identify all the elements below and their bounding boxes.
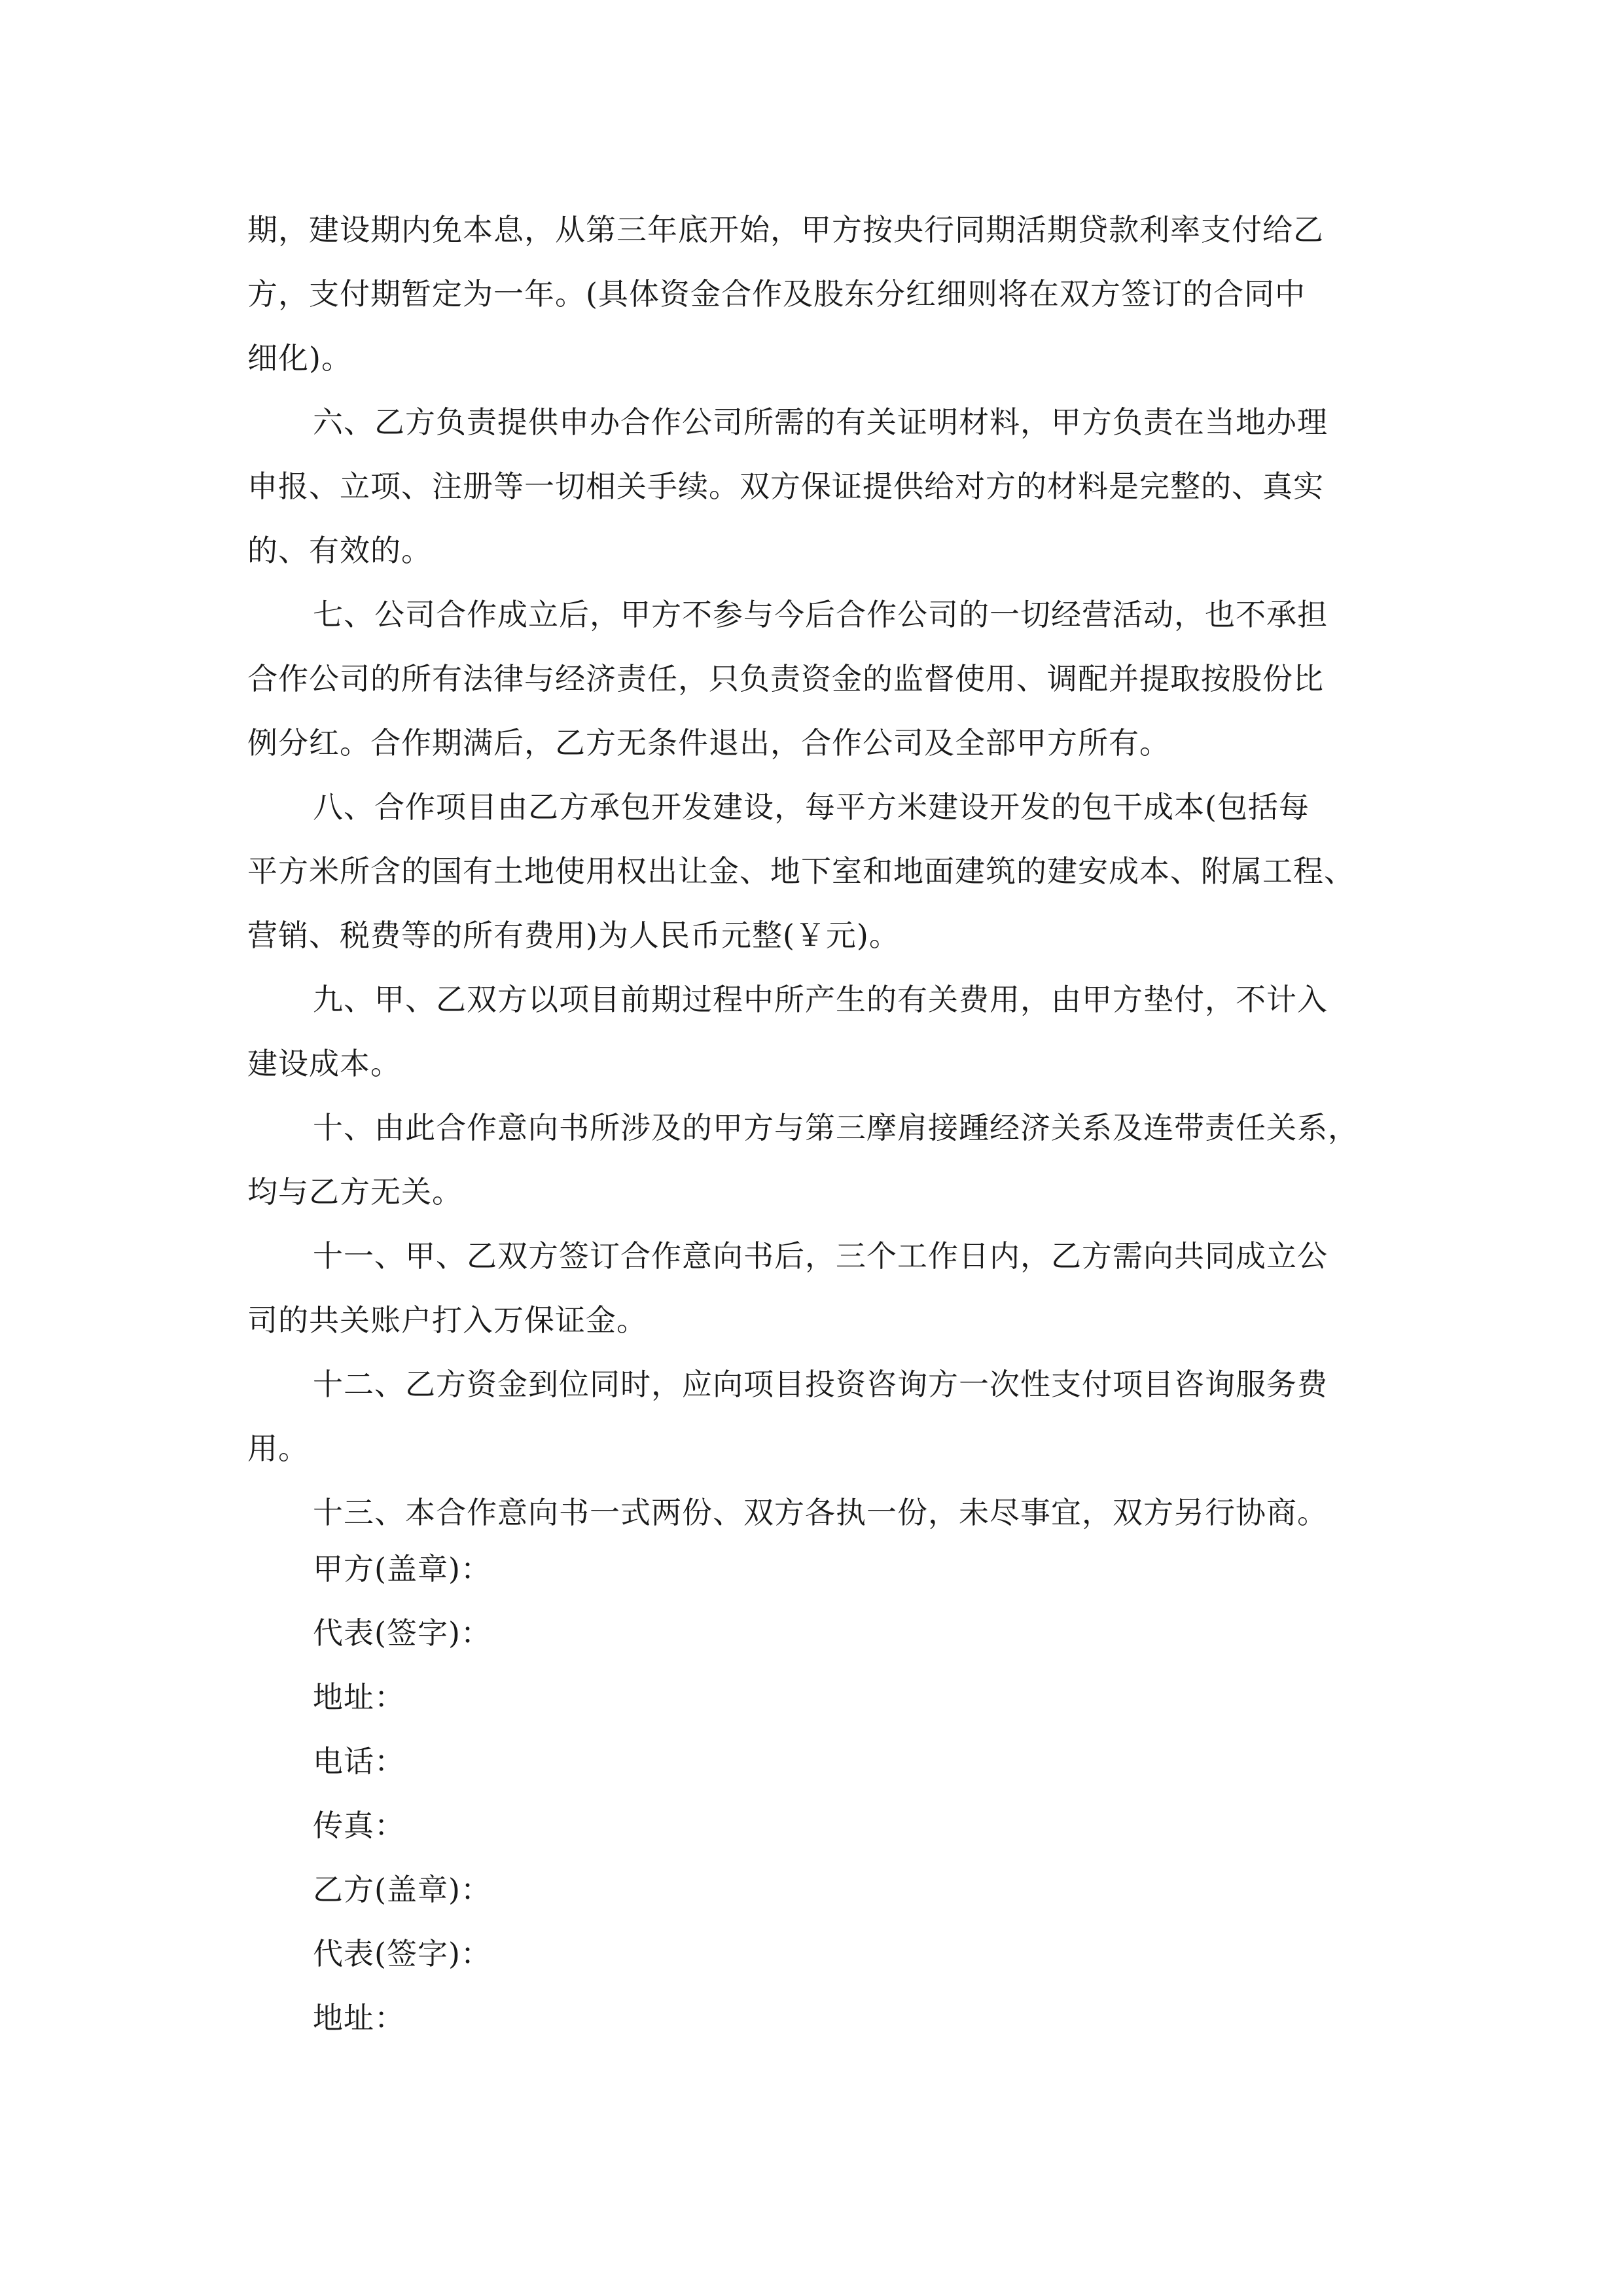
clause-9-line: 九、甲、乙双方以项目前期过程中所产生的有关费用，由甲方垫付，不计入: [313, 982, 1328, 1017]
clause-11-line: 十一、甲、乙双方签订合作意向书后，三个工作日内，乙方需向共同成立公: [313, 1238, 1328, 1274]
clause-6-line: 六、乙方负责提供申办合作公司所需的有关证明材料，甲方负责在当地办理: [313, 404, 1328, 440]
clause-7-line: 合作公司的所有法律与经济责任，只负责资金的监督使用、调配并提取按股份比: [247, 661, 1324, 696]
clause-7-line: 七、公司合作成立后，甲方不参与今后合作公司的一切经营活动，也不承担: [313, 597, 1328, 632]
text-line: 细化)。: [247, 340, 352, 376]
signature-block: [313, 1537, 1098, 2050]
clause-13-line: 十三、本合作意向书一式两份、双方各执一份，未尽事宜，双方另行协商。: [313, 1495, 1328, 1530]
text-line: 期，建设期内免本息，从第三年底开始，甲方按央行同期活期贷款利率支付给乙: [247, 212, 1324, 247]
party-a-address-label: 地址：: [313, 1679, 405, 1715]
clause-11-line: 司的共关账户打入万保证金。: [247, 1302, 647, 1338]
clause-10-line: 十、由此合作意向书所涉及的甲方与第三摩肩接踵经济关系及连带责任关系，: [313, 1110, 1359, 1145]
clause-7-line: 例分红。合作期满后，乙方无条件退出，合作公司及全部甲方所有。: [247, 725, 1170, 761]
clause-10-line: 均与乙方无关。: [247, 1174, 463, 1210]
clause-6-line: 的、有效的。: [247, 533, 432, 568]
clause-8-line: 营销、税费等的所有费用)为人民币元整(￥元)。: [247, 918, 900, 953]
party-a-seal-label: 甲方(盖章)：: [313, 1551, 491, 1587]
party-b-seal-label: 乙方(盖章)：: [313, 1872, 491, 1907]
contract-body: [247, 198, 1399, 1545]
clause-6-line: 申报、立项、注册等一切相关手续。双方保证提供给对方的材料是完整的、真实: [247, 469, 1324, 504]
party-a-phone-label: 电话：: [313, 1744, 405, 1779]
party-b-address-label: 地址：: [313, 2000, 405, 2036]
clause-8-line: 八、合作项目由乙方承包开发建设，每平方米建设开发的包干成本(包括每: [313, 789, 1310, 825]
party-b-representative-label: 代表(签字)：: [313, 1936, 491, 1971]
text-line: 方，支付期暂定为一年。(具体资金合作及股东分红细则将在双方签订的合同中: [247, 276, 1306, 312]
party-a-representative-label: 代表(签字)：: [313, 1615, 491, 1651]
clause-9-line: 建设成本。: [247, 1046, 401, 1081]
clause-8-line: 平方米所含的国有土地使用权出让金、地下室和地面建筑的建安成本、附属工程、: [247, 853, 1355, 889]
party-a-fax-label: 传真：: [313, 1808, 405, 1843]
clause-12-line: 用。: [247, 1431, 309, 1466]
clause-12-line: 十二、乙方资金到位同时，应向项目投资咨询方一次性支付项目咨询服务费: [313, 1367, 1328, 1402]
